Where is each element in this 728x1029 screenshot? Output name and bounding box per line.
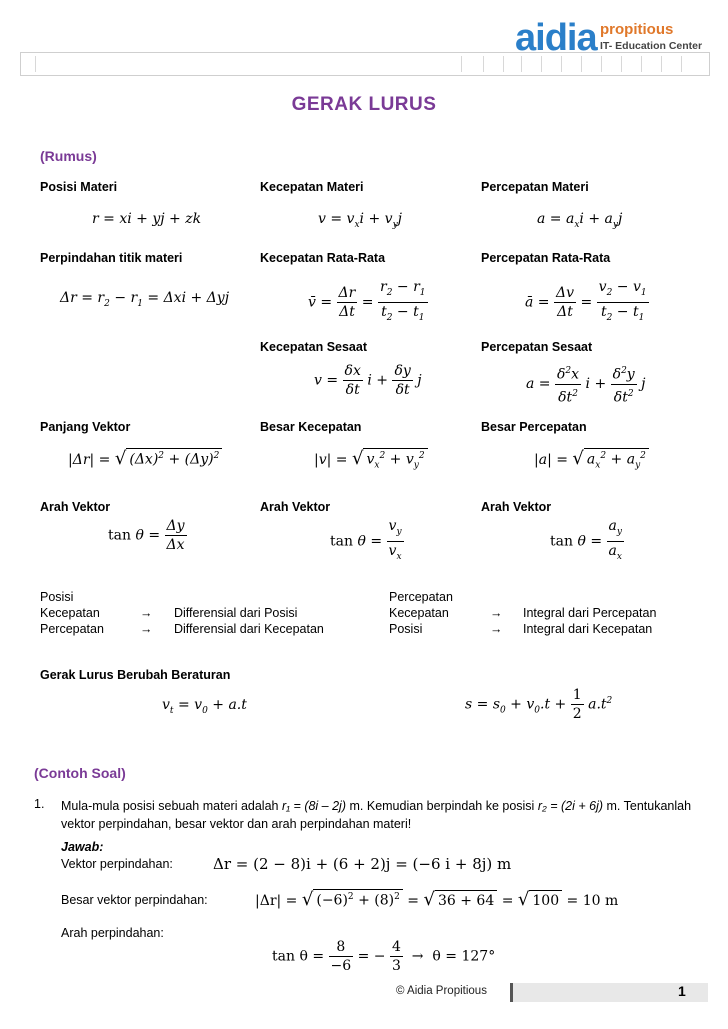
rel-left-term-1: Kecepatan — [40, 606, 100, 620]
formula-besar-kecepatan: |v| = √ $v_x^2 + v_y^2$ — [314, 448, 428, 471]
formula-percepatan: $a = a_xi + a_yj$ — [537, 211, 623, 230]
rel-right-desc-2: Integral dari Kecepatan — [523, 622, 653, 636]
rel-right-term-0: Percepatan — [389, 590, 453, 604]
soal-text-2: m. Kemudian berpindah ke posisi — [349, 799, 535, 813]
rel-left-term-0: Posisi — [40, 590, 74, 604]
label-percepatan-materi: Percepatan Materi — [481, 180, 589, 194]
label-panjang-vektor: Panjang Vektor — [40, 420, 131, 434]
logo-propitious: propitious — [600, 21, 674, 38]
formula-kecepatan-rata: v̄ = $\frac{\Delta r}{\Delta t}$ = $\frac{r_2 - r_1}{t_2 - t_1}$ — [308, 279, 426, 323]
rel-left-term-2: Percepatan — [40, 622, 104, 636]
vektor-label: Vektor perpindahan: — [61, 857, 173, 871]
formula-posisi: r = xi + yj + zk — [92, 211, 202, 227]
arah-formula: tan θ = $\frac{8}{-6}$ = − $\frac{4}{3}$ → θ = 127° — [272, 939, 496, 974]
formula-perpindahan: $\Delta r = r_2 - r_1 = \Delta xi + \Delta yj$ — [60, 290, 230, 309]
formula-arah-vektor-2: tan θ = $\frac{v_y}{v_x}$ — [330, 518, 402, 562]
formula-arah-vektor-3: tan θ = $\frac{a_y}{a_x}$ — [550, 518, 622, 562]
rel-left-desc-1: Differensial dari Posisi — [174, 606, 298, 620]
label-percepatan-sesaat: Percepatan Sesaat — [481, 340, 593, 354]
label-arah-vektor-2: Arah Vektor — [260, 500, 331, 514]
label-percepatan-rata: Percepatan Rata-Rata — [481, 251, 611, 265]
formula-percepatan-rata: ā = $\frac{\Delta v}{\Delta t}$ = $\frac{v_2 - v_1}{t_2 - t_1}$ — [525, 279, 647, 323]
formula-besar-percepatan: |a| = √ $a_x^2 + a_y^2$ — [534, 448, 649, 471]
arah-label: Arah perpindahan: — [61, 926, 164, 940]
besar-label: Besar vektor perpindahan: — [61, 893, 208, 907]
label-glbb: Gerak Lurus Berubah Beraturan — [40, 668, 231, 682]
footer-copyright: © Aidia Propitious — [396, 985, 487, 997]
header-band — [20, 52, 710, 76]
rel-right-arrow-1: → — [490, 606, 503, 620]
jawab-label: Jawab: — [61, 840, 104, 854]
rel-right-term-1: Kecepatan — [389, 606, 449, 620]
label-kecepatan-materi: Kecepatan Materi — [260, 180, 364, 194]
rumus-heading: (Rumus) — [40, 148, 97, 164]
label-posisi-materi: Posisi Materi — [40, 180, 118, 194]
rel-left-arrow-2: → — [140, 622, 153, 636]
soal-r2: r₂ = (2i + 6j) — [537, 799, 604, 813]
label-kecepatan-sesaat: Kecepatan Sesaat — [260, 340, 368, 354]
soal-number: 1. — [34, 797, 45, 811]
soal-text — [61, 797, 711, 833]
formula-kecepatan: $v = v_xi + v_yj$ — [318, 211, 402, 230]
logo-aidia: aidia — [515, 17, 597, 59]
formula-glbb-s: $s = s_0 + v_0.t$ + $\frac{1}{2}$ $a.t^2$ — [465, 687, 613, 722]
contoh-heading: (Contoh Soal) — [34, 765, 126, 781]
formula-arah-vektor-1: tan θ = $\frac{\Delta y}{\Delta x}$ — [108, 518, 185, 553]
page-number: 1 — [678, 983, 686, 999]
rel-left-arrow-1: → — [140, 606, 153, 620]
formula-panjang-vektor: |Δr| = √ $(\Delta x)^2 + (\Delta y)^2$ — [68, 448, 222, 469]
formula-glbb-v: $v_t = v_0 + a.t$ — [162, 697, 247, 716]
label-arah-vektor-1: Arah Vektor — [40, 500, 111, 514]
rel-left-desc-2: Differensial dari Kecepatan — [174, 622, 324, 636]
label-kecepatan-rata: Kecepatan Rata-Rata — [260, 251, 386, 265]
formula-kecepatan-sesaat: v = $\frac{\delta x}{\delta t}$ i + $\frac{\delta y}{\delta t}$ j — [314, 363, 422, 398]
rel-right-term-2: Posisi — [389, 622, 423, 636]
label-arah-vektor-3: Arah Vektor — [481, 500, 552, 514]
label-besar-kecepatan: Besar Kecepatan — [260, 420, 362, 434]
label-besar-percepatan: Besar Percepatan — [481, 420, 587, 434]
label-perpindahan: Perpindahan titik materi — [40, 251, 183, 265]
rel-right-desc-1: Integral dari Percepatan — [523, 606, 657, 620]
formula-percepatan-sesaat: a = $\frac{\delta^2x}{\delta t^2}$ i + $\frac{\delta^2y}{\delta t^2}$ j — [526, 362, 646, 406]
besar-formula: |Δr| = √ $(-6)^2 + (8)^2$ = √ 36 + 64 = √ 100 = 10 m — [255, 889, 619, 910]
rel-right-arrow-2: → — [490, 622, 503, 636]
page-title: GERAK LURUS — [291, 94, 437, 115]
logo-tagline: IT- Education Center — [600, 40, 703, 52]
soal-r1: r₁ = (8i – 2j) — [281, 799, 347, 813]
vektor-formula: Δr = (2 − 8)i + (6 + 2)j = (−6 i + 8j) m — [213, 855, 512, 873]
soal-text-3: m. Tentukanlah vektor perpindahan, besar vektor dan arah perpindahan materi! — [61, 799, 692, 831]
soal-text-1: Mula-mula posisi sebuah materi adalah — [61, 799, 279, 813]
